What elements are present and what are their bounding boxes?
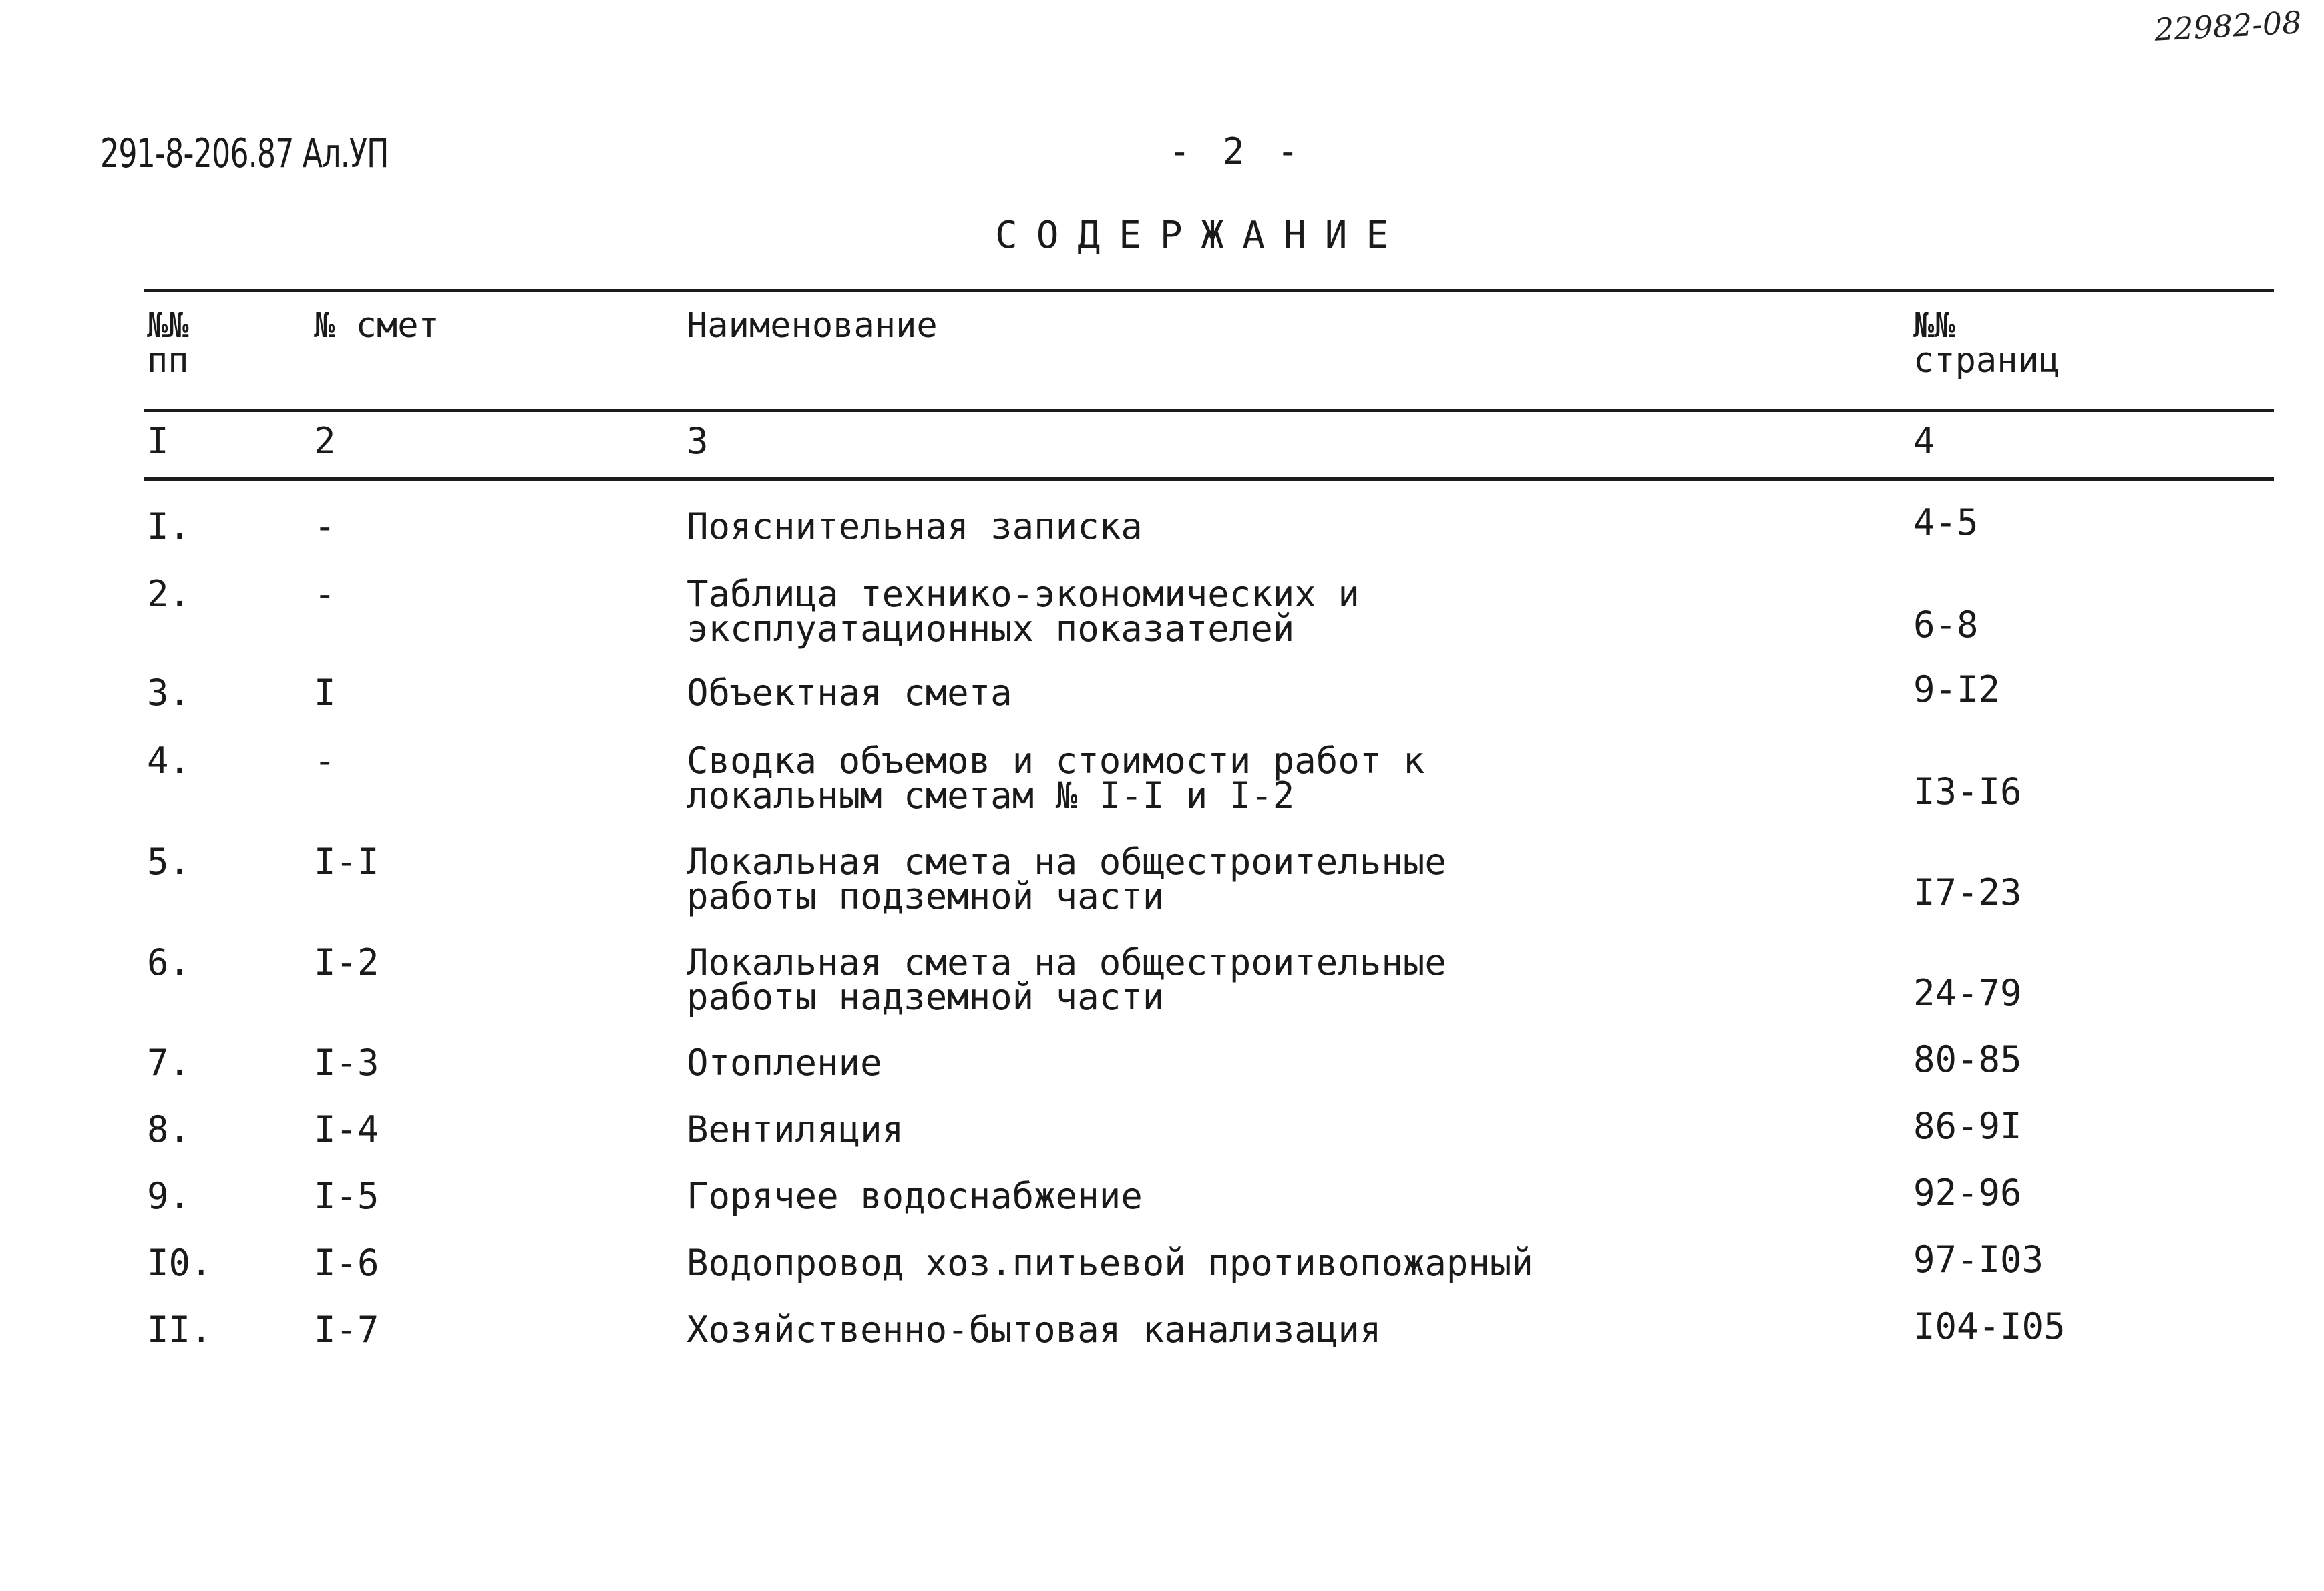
table-row-number: I. xyxy=(147,505,191,547)
table-row-pages: 6-8 xyxy=(1913,604,1979,646)
column-number-2: 2 xyxy=(314,420,336,462)
table-row-estimate: I-I xyxy=(314,841,379,883)
table-row-pages: 24-79 xyxy=(1913,972,2022,1014)
table-row-estimate: I-3 xyxy=(314,1042,379,1084)
header-pages: №№ страниц xyxy=(1913,306,2060,381)
header-bottom-rule xyxy=(144,409,2274,412)
table-row-number: 5. xyxy=(147,841,191,883)
table-row-number: 2. xyxy=(147,573,191,615)
archive-number: 22982-08 xyxy=(2153,4,2303,48)
table-row-number: 8. xyxy=(147,1108,191,1150)
header-name: Наименование xyxy=(687,306,938,346)
table-row-name: Отопление xyxy=(687,1042,882,1084)
page-title: СОДЕРЖАНИЕ xyxy=(995,214,1408,257)
table-row-name: Объектная смета xyxy=(687,672,1012,714)
table-row-name: Хозяйственно-бытовая канализация xyxy=(687,1309,1382,1351)
table-row-estimate: - xyxy=(314,505,336,547)
table-row-name: Горячее водоснабжение xyxy=(687,1175,1143,1217)
table-row-number: 4. xyxy=(147,740,191,782)
column-number-3: 3 xyxy=(687,420,709,462)
table-row-number: 6. xyxy=(147,941,191,983)
table-row-number: 7. xyxy=(147,1042,191,1084)
table-row-estimate: - xyxy=(314,740,336,782)
table-row-number: II. xyxy=(147,1309,212,1351)
header-estimate-number: № смет xyxy=(314,306,439,346)
table-row-number: 3. xyxy=(147,672,191,714)
table-row-pages: 9-I2 xyxy=(1913,668,2001,710)
table-row-pages: I7-23 xyxy=(1913,871,2022,913)
document-code: 291-8-206.87 Ал.УП xyxy=(100,130,389,177)
table-row-estimate: - xyxy=(314,573,336,615)
table-row-name: Сводка объемов и стоимости работ к локальным сметам № I-I и I-2 xyxy=(687,740,1425,817)
table-row-estimate: I-4 xyxy=(314,1108,379,1150)
page-number: - 2 - xyxy=(1169,130,1304,172)
table-row-name: Таблица технико-экономических и эксплуатационных показателей xyxy=(687,573,1360,650)
table-row-pages: 80-85 xyxy=(1913,1038,2022,1080)
table-row-pages: 4-5 xyxy=(1913,501,1979,543)
table-top-rule xyxy=(144,289,2274,292)
table-row-pages: I04-I05 xyxy=(1913,1305,2066,1347)
table-row-estimate: I-2 xyxy=(314,941,379,983)
table-row-estimate: I-5 xyxy=(314,1175,379,1217)
table-row-name: Пояснительная записка xyxy=(687,505,1143,547)
table-row-estimate: I xyxy=(314,672,336,714)
table-row-number: I0. xyxy=(147,1242,212,1284)
header-row-number: №№ пп xyxy=(147,306,189,381)
table-row-number: 9. xyxy=(147,1175,191,1217)
table-row-pages: 86-9I xyxy=(1913,1105,2022,1147)
table-row-name: Локальная смета на общестроительные работы надземной части xyxy=(687,941,1446,1018)
table-row-pages: 92-96 xyxy=(1913,1172,2022,1214)
table-row-name: Водопровод хоз.питьевой противопожарный xyxy=(687,1242,1533,1284)
table-row-estimate: I-6 xyxy=(314,1242,379,1284)
table-row-pages: 97-I03 xyxy=(1913,1238,2044,1281)
table-row-name: Локальная смета на общестроительные работы подземной части xyxy=(687,841,1446,917)
table-row-estimate: I-7 xyxy=(314,1309,379,1351)
table-row-pages: I3-I6 xyxy=(1913,770,2022,813)
column-number-1: I xyxy=(147,420,169,462)
table-row-name: Вентиляция xyxy=(687,1108,904,1150)
column-number-4: 4 xyxy=(1913,420,1935,462)
column-numbers-rule xyxy=(144,477,2274,481)
